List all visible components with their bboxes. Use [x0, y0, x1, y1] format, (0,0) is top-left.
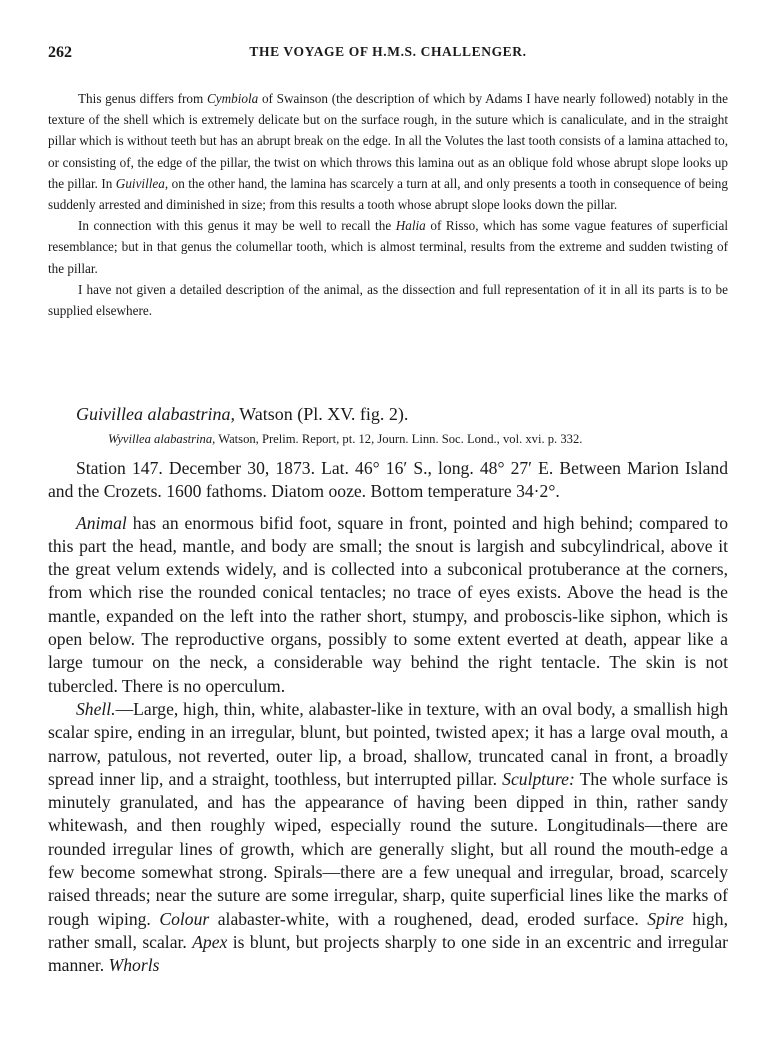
synonym-name: Wyvillea alabastrina,: [108, 432, 216, 446]
spire-label: Spire: [647, 908, 684, 929]
synonym-citation: Watson, Prelim. Report, pt. 12, Journ. Linn. Soc. Lond., vol. xvi. p. 332.: [215, 432, 583, 446]
shell-description: Shell.—Large, high, thin, white, alabaster-like in texture, with an oval body, a smallish high scalar spire, ending in an irregular, blunt, but pointed, twisted apex; it has a large oval mouth, a narrow, patulous, not reverted, outer lip, a broad, shallow, truncated canal in front, a broadly spread inner lip, and a straight, toothless, but interrupted pillar. Sculpture: The whole surface is minutely granulated, and has the appearance of having been dipped in thin, rather sandy whitewash, and then roughly wiped, especially round the suture. Longitudinals—there are rounded irregular lines of growth, which are generally slight, but all round the mouth-edge a few become somewhat strong. Spirals—there are a few unequal and irregular, broad, scarcely raised threads; near the suture are some irregular, sharp, quite superficial lines like the marks of rough wiping. Colour alabaster-white, with a roughened, dead, eroded surface. Spire high, rather small, scalar. Apex is blunt, but projects sharply to one side in an excentric and irregular manner. Whorls: [48, 698, 728, 976]
whorls-label: Whorls: [108, 955, 160, 976]
animal-description: Animal has an enormous bifid foot, square in front, pointed and high behind; compared to this part the head, mantle, and body are small; the snout is largish and subcylindrical, above it the great velum extends widely, and is collected into a subconical protuberance at the corners, from which rise the rounded conical tentacles; no trace of eyes exists. Above the head is the mantle, expanded on the left into the rather short, stumpy, and proboscis-like siphon, which is open below. The reproductive organs, possibly to some extent everted at death, appear like a large tumour on the neck, a considerable way behind the right tentacle. The skin is not tubercled. There is no operculum.: [48, 512, 728, 696]
sculpture-label: Sculpture:: [502, 768, 575, 789]
taxon-guivillea: Guivillea,: [115, 175, 169, 191]
page-header: [48, 44, 728, 64]
colour-label: Colour: [159, 908, 210, 929]
animal-label: Animal: [76, 512, 127, 533]
taxon-halia: Halia: [395, 218, 426, 234]
species-name: Guivillea alabastrina,: [76, 404, 235, 424]
page-number: 262: [48, 44, 72, 61]
species-description: [48, 457, 728, 978]
synonym-reference: [108, 432, 582, 447]
apex-label: Apex: [192, 931, 228, 952]
species-heading: [76, 404, 408, 425]
paragraph-halia-comparison: In connection with this genus it may be well to recall the Halia of Risso, which has some vague features of superficial resemblance; but in that genus the columellar tooth, which is almost terminal, results from the extreme and sudden twisting of the pillar.: [48, 218, 728, 276]
shell-label: Shell.: [76, 698, 116, 719]
taxon-cymbiola: Cymbiola: [206, 91, 259, 106]
genus-remarks: [48, 88, 728, 321]
paragraph-genus-comparison: This genus differs from Cymbiola of Swainson (the description of which by Adams I have nearly followed) notably in the texture of the shell which is extremely delicate but on the surface rough, in the suture which is canaliculate, and in the straight pillar which is without teeth but has an abrupt break on the edge. In all the Volutes the last tooth consists of a lamina attached to, or consisting of, the edge of the pillar, the twist on which throws this lamina out as an oblique fold whose abrupt slope looks up the pillar. In Guivillea, on the other hand, the lamina has scarcely a turn at all, and only presents a tooth in consequence of being suddenly arrested and diminished in size; from this results a tooth whose abrupt slope looks down the pillar.: [48, 91, 728, 213]
paragraph-animal-note: I have not given a detailed description of the animal, as the dissection and full representation of it in all its parts is to be supplied elsewhere.: [48, 281, 728, 319]
species-author: Watson (Pl. XV. fig. 2).: [235, 404, 409, 424]
station-details: Station 147. December 30, 1873. Lat. 46° 16′ S., long. 48° 27′ E. Between Marion Island and the Crozets. 1600 fathoms. Diatom ooze. Bottom temperature 34·2°.: [48, 458, 728, 502]
running-title: THE VOYAGE OF H.M.S. CHALLENGER.: [249, 44, 527, 59]
